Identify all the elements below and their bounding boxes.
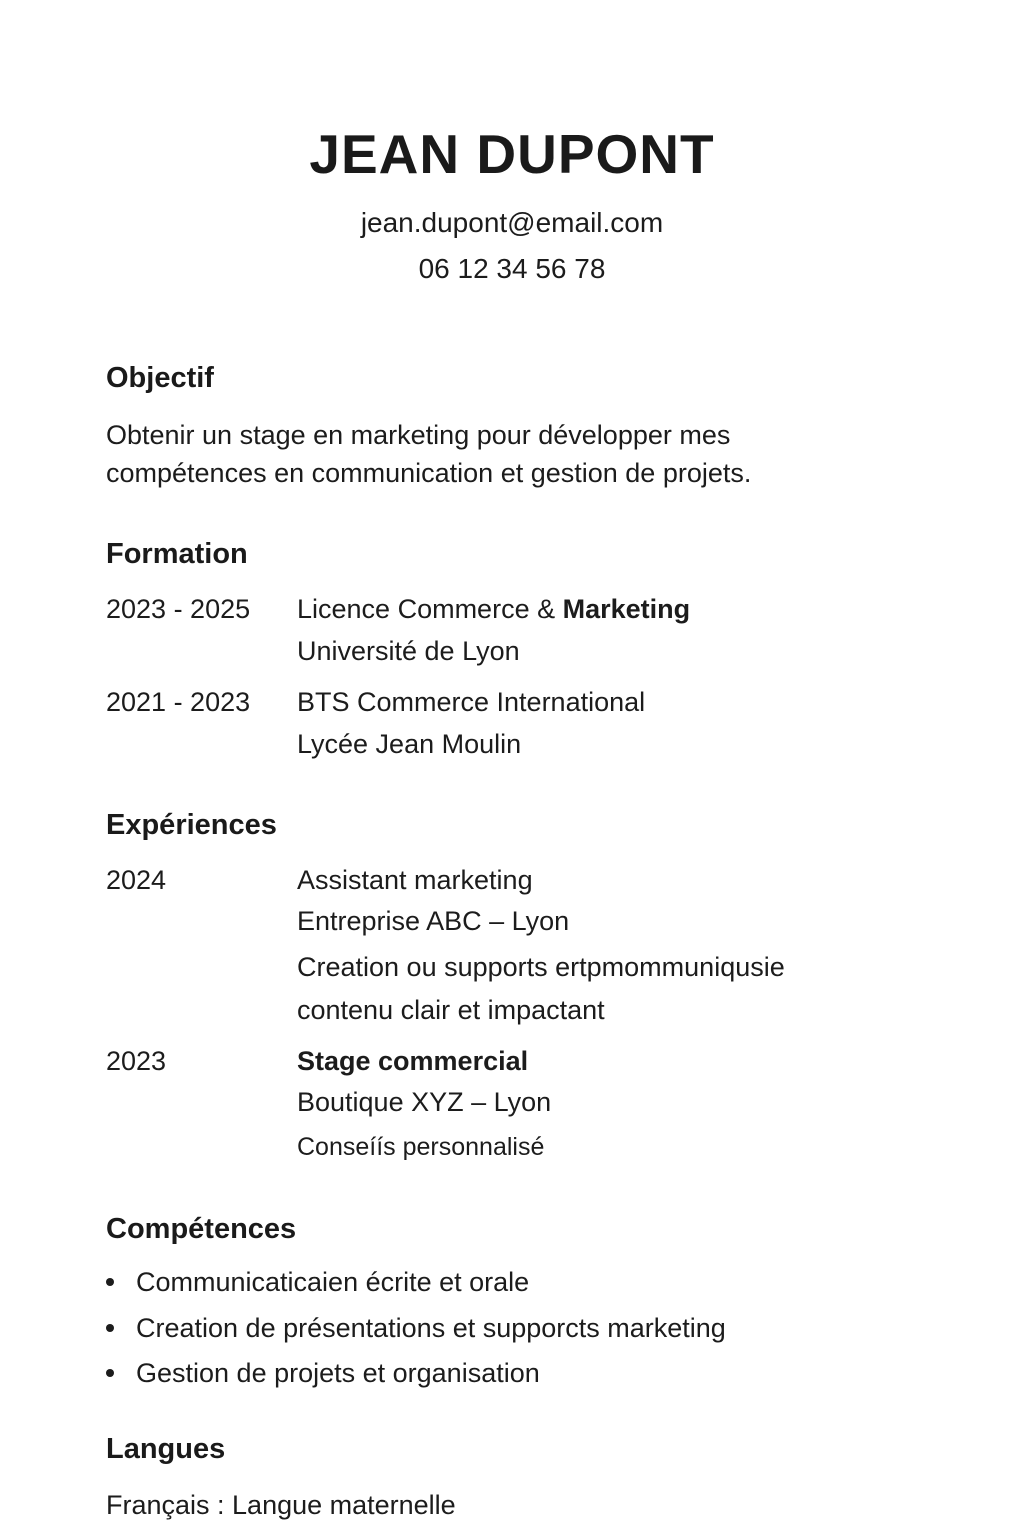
bullet-icon [106,1278,114,1286]
competence-item-label: Creation de présentations et supporcts marketing [136,1313,726,1343]
formation-school: Lycée Jean Moulin [297,729,522,759]
formation-degree-bold: Marketing [562,594,691,624]
experience-description-line-1: Conseíís personnalisé [297,1133,545,1161]
competence-item-label: Gestion de projets et organisation [136,1358,540,1388]
formation-degree: BTS Commerce International [297,687,646,717]
section-title-objectif: Objectif [106,362,214,394]
experience-role: Assistant marketing [297,865,533,895]
section-title-formation: Formation [106,538,248,570]
experience-description-line-2: contenu clair et impactant [297,995,605,1025]
competence-item [106,1313,726,1344]
objectif-text-line-2: compétences en communication et gestion de projets. [106,458,752,488]
bullet-icon [106,1369,114,1377]
section-title-experiences: Expériences [106,809,277,841]
competence-item [106,1358,540,1389]
experience-year: 2023 [106,1046,167,1076]
objectif-text-line-1: Obtenir un stage en marketing pour développer mes [106,420,731,450]
section-title-competences: Compétences [106,1213,297,1245]
experience-company: Boutique XYZ – Lyon [297,1087,552,1117]
candidate-name: JEAN DUPONT [309,123,715,185]
formation-degree-prefix: Licence Commerce & [297,594,563,624]
experience-description-line-1: Creation ou supports ertpmommuniqusie [297,952,785,982]
formation-years: 2021 - 2023 [106,687,251,717]
section-title-langues: Langues [106,1433,226,1465]
formation-school: Université de Lyon [297,636,520,666]
contact-phone: 06 12 34 56 78 [418,253,606,284]
experience-year: 2024 [106,865,167,895]
language-item: Français : Langue maternelle [106,1490,456,1520]
bullet-icon [106,1324,114,1332]
experience-role: Stage commercial [297,1046,529,1076]
formation-years: 2023 - 2025 [106,594,251,624]
competence-item-label: Communicaticaien écrite et orale [136,1267,530,1297]
contact-email: jean.dupont@email.com [360,207,664,238]
experience-company: Entreprise ABC – Lyon [297,906,570,936]
formation-degree [297,594,690,625]
competence-item [106,1267,529,1298]
